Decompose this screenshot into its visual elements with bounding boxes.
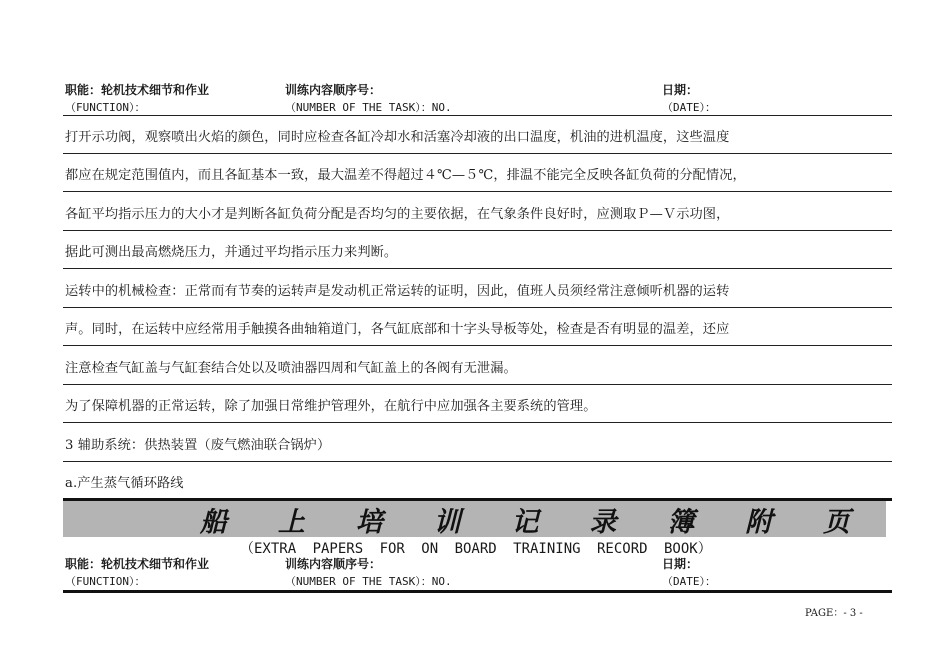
ruled-line: [63, 384, 892, 385]
task-number-label-en: （NUMBER OF THE TASK）：NO.: [285, 575, 452, 588]
text-line-6: 声。同时，在运转中应经常用手触摸各曲轴箱道门，各气缸底部和十字头导板等处，检查是否有明显的温差，还应: [65, 322, 730, 337]
ruled-line: [63, 461, 892, 462]
ruled-line: [63, 345, 892, 346]
text-line-7: 注意检查气缸盖与气缸套结合处以及喷油器四周和气缸盖上的各阀有无泄漏。: [65, 361, 517, 376]
text-line-2: 都应在规定范围值内，而且各缸基本一致，最大温差不得超过４℃—５℃，排温不能完全反映各缸负荷的分配情况，: [65, 168, 746, 183]
function-label-en: （FUNCTION）：: [65, 575, 146, 588]
banner-char: 培: [355, 506, 383, 538]
date-label-en: （DATE）：: [662, 575, 716, 588]
text-line-10: a.产生蒸气循环路线: [65, 476, 184, 491]
task-number-label: 训练内容顺序号：: [285, 557, 382, 571]
banner-char: 船: [200, 506, 227, 538]
banner-char: 训: [433, 506, 461, 538]
text-line-4: 据此可测出最高燃烧压力，并通过平均指示压力来判断。: [65, 245, 398, 260]
text-line-9: 3 辅助系统：供热装置（废气燃油联合锅炉）: [65, 438, 331, 453]
ruled-line: [63, 307, 892, 308]
banner-char: 附: [745, 506, 773, 538]
ruled-line: [63, 268, 892, 269]
task-number-label: 训练内容顺序号：: [285, 83, 382, 97]
banner-char: 记: [511, 506, 539, 538]
ruled-line: [63, 153, 892, 154]
task-number-label-en: （NUMBER OF THE TASK）：NO.: [285, 101, 452, 114]
banner-char: 页: [823, 506, 850, 538]
date-label: 日期：: [662, 557, 699, 571]
text-line-8: 为了保障机器的正常运转，除了加强日常维护管理外，在航行中应加强各主要系统的管理。: [65, 399, 597, 414]
page-number: PAGE：- 3 -: [805, 608, 863, 619]
date-label: 日期：: [662, 83, 699, 97]
banner-char: 簿: [667, 506, 695, 538]
banner-title: [200, 503, 850, 538]
banner-char: 上: [277, 506, 305, 538]
ruled-line: [63, 191, 892, 192]
footer-rule: [63, 590, 892, 593]
header-divider: [63, 115, 892, 116]
banner-subtitle: （EXTRA PAPERS FOR ON BOARD TRAINING RECORD BOOK）: [240, 541, 712, 557]
text-line-3: 各缸平均指示压力的大小才是判断各缸负荷分配是否均匀的主要依据，在气象条件良好时，应测取Ｐ—Ｖ示功图，: [65, 207, 730, 222]
function-label: 职能：轮机技术细节和作业: [65, 83, 210, 97]
ruled-line: [63, 422, 892, 423]
ruled-line: [63, 230, 892, 231]
function-label-en: （FUNCTION）：: [65, 101, 146, 114]
date-label-en: （DATE）：: [662, 101, 716, 114]
text-line-1: 打开示功阀，观察喷出火焰的颜色，同时应检查各缸冷却水和活塞冷却液的出口温度，机油的进机温度，这些温度: [65, 130, 730, 145]
banner-char: 录: [589, 506, 617, 538]
function-label: 职能：轮机技术细节和作业: [65, 557, 210, 571]
text-line-5: 运转中的机械检查：正常而有节奏的运转声是发动机正常运转的证明，因此，值班人员须经常注意倾听机器的运转: [65, 284, 730, 299]
